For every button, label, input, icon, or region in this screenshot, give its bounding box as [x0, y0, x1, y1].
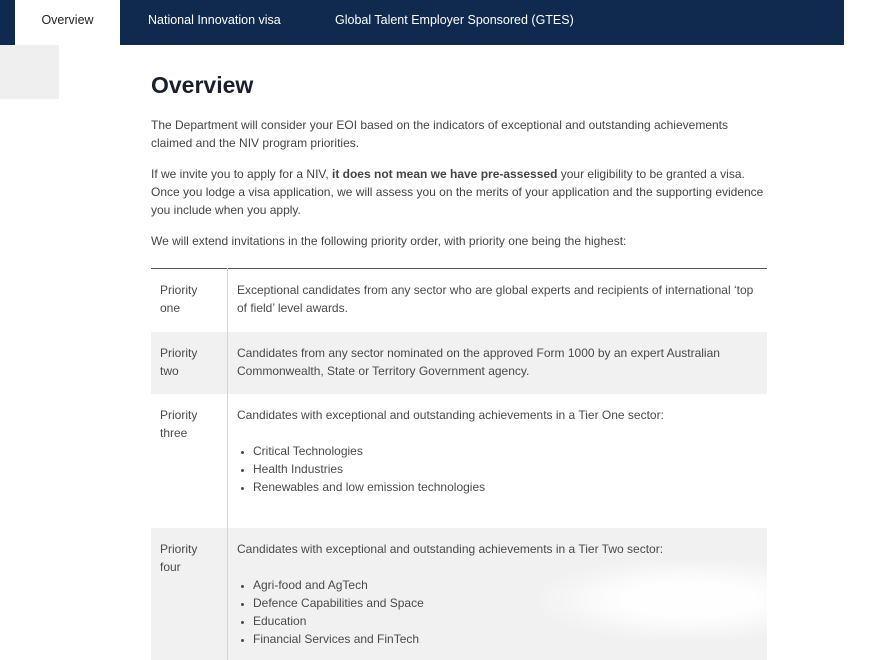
list-item: • Critical Technologies — [253, 442, 758, 460]
tab-overview[interactable]: Overview — [15, 0, 120, 45]
table-row — [151, 269, 767, 333]
invite-paragraph — [151, 165, 767, 219]
invite-text-end: your eligibility to be granted a visa. Once you lodge a visa application, we will assess you on the merits of your application and the supporting evidence you include when you apply. — [151, 167, 764, 217]
intro-paragraph: The Department will consider your EOI based on the indicators of exceptional and outstanding achievements claimed and the NIV program priorities. — [151, 118, 728, 150]
table-row — [151, 332, 767, 394]
priority-label: Priority three — [151, 394, 228, 528]
list-item: • Financial Services and FinTech — [253, 630, 758, 648]
priority-text: Candidates with exceptional and outstanding achievements in a Tier Two sector: — [237, 542, 664, 556]
tab-gtes[interactable]: Global Talent Employer Sponsored (GTES) — [335, 13, 574, 27]
priority-description — [228, 332, 768, 394]
priority-description — [228, 269, 768, 333]
tab-national-innovation-visa[interactable]: National Innovation visa — [148, 13, 281, 27]
list-item: • Agri-food and AgTech — [253, 576, 758, 594]
list-item: • Renewables and low emission technologies — [253, 478, 758, 496]
invite-text-bold: it does not mean we have pre-assessed — [331, 167, 558, 181]
list-item: • Education — [253, 612, 758, 630]
invite-text-start: If we invite you to apply for a NIV, — [151, 167, 332, 181]
sector-list — [237, 442, 758, 496]
table-row — [151, 394, 767, 528]
side-panel-block — [0, 45, 59, 99]
priority-label: Priority four — [151, 528, 228, 660]
tab-bar — [0, 0, 844, 45]
list-item: • Defence Capabilities and Space — [253, 594, 758, 612]
priority-label: Priority two — [151, 332, 228, 394]
page-title: Overview — [151, 72, 254, 98]
priority-text: Candidates with exceptional and outstanding achievements in a Tier One sector: — [237, 408, 664, 422]
priority-text: Candidates from any sector nominated on the approved Form 1000 by an expert Australian Commonwealth, State or Territory Government agency. — [237, 346, 720, 378]
priority-description — [228, 394, 768, 528]
priority-label: Priority one — [151, 269, 228, 333]
list-item: • Health Industries — [253, 460, 758, 478]
priority-text: Exceptional candidates from any sector who are global experts and recipients of international ‘top of field’ level awards. — [237, 283, 754, 315]
watermark-blur — [540, 560, 840, 640]
priority-intro-paragraph: We will extend invitations in the following priority order, with priority one being the highest: — [151, 234, 627, 248]
